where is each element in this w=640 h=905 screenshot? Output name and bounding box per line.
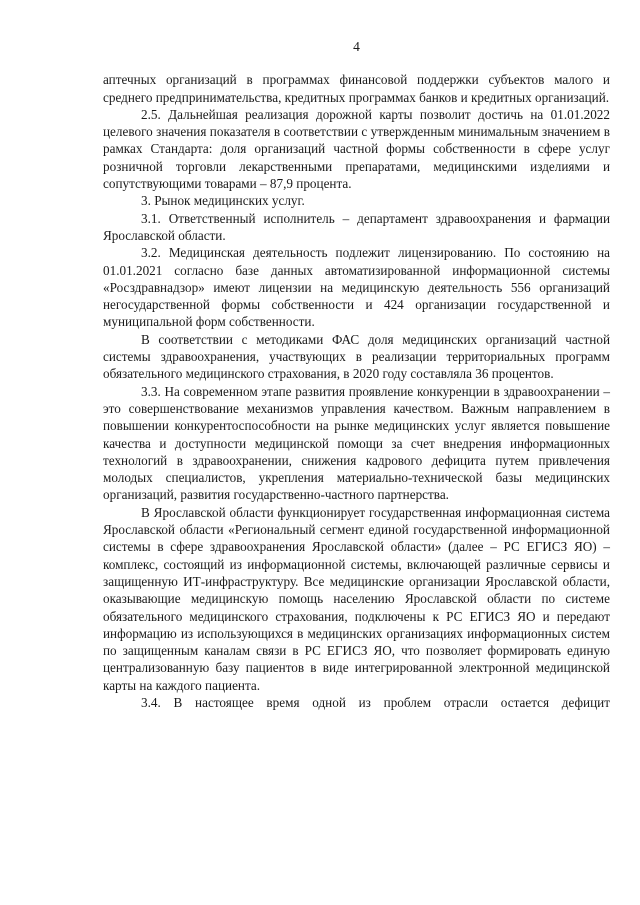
- paragraph: 3.3. На современном этапе развития проявление конкуренции в здравоохранении – это совершенствование механизмов управления качеством. Важным направлением в повышении конкурентоспособности на рынке медицинских услуг является повышение качества и доступности медицинской помощи за счет внедрения информационных технологий в здравоохранении, снижения кадрового дефицита путем привлечения молодых специалистов, укрепления материально-технической базы медицинских организаций, развития государственно-частного партнерства.: [103, 383, 610, 503]
- paragraph: 2.5. Дальнейшая реализация дорожной карты позволит достичь на 01.01.2022 целевого значения показателя в соответствии с утвержденным минимальным значением в рамках Стандарта: доля организаций частной формы собственности в сфере услуг розничной торговли лекарственными препаратами, медицинскими изделиями и сопутствующими товарами – 87,9 процента.: [103, 106, 610, 192]
- page-number: 4: [353, 39, 360, 54]
- section-heading: 3. Рынок медицинских услуг.: [141, 193, 305, 209]
- paragraph: В Ярославской области функционирует государственная информационная система Ярославской области «Региональный сегмент единой государственной информационной системы в сфере здравоохранения Ярославской области» (далее – РС ЕГИСЗ ЯО) – комплекс, состоящий из информационной системы, включающей различные сервисы и защищенную ИТ-инфраструктуру. Все медицинские организации Ярославской области, оказывающие медицинскую помощь населению Ярославской области по системе обязательного медицинского страхования, подключены к РС ЕГИСЗ ЯО и передают информацию из использующихся в медицинских организациях информационных систем по защищенным каналам связи в РС ЕГИСЗ ЯО, что позволяет формировать единую централизованную базу пациентов в виде интегрированной электронной медицинской карты на каждого пациента.: [103, 504, 610, 693]
- paragraph: 3.1. Ответственный исполнитель – департамент здравоохранения и фармации Ярославской области.: [103, 210, 610, 243]
- paragraph: 3.4. В настоящее время одной из проблем отрасли остается дефицит: [141, 694, 610, 710]
- paragraph: 3.2. Медицинская деятельность подлежит лицензированию. По состоянию на 01.01.2021 согласно базе данных автоматизированной информационной системы «Росздравнадзор» имеют лицензии на медицинскую деятельность 556 организаций негосударственной формы собственности и 424 организации государственной и муниципальной форм собственности.: [103, 245, 610, 330]
- paragraph: В соответствии с методиками ФАС доля медицинских организаций частной системы здравоохранения, участвующих в реализации территориальных программ обязательного медицинского страхования, в 2020 году составляла 36 процентов.: [103, 331, 610, 382]
- paragraph: аптечных организаций в программах финансовой поддержки субъектов малого и среднего предпринимательства, кредитных программах банков и кредитных организаций.: [103, 72, 610, 105]
